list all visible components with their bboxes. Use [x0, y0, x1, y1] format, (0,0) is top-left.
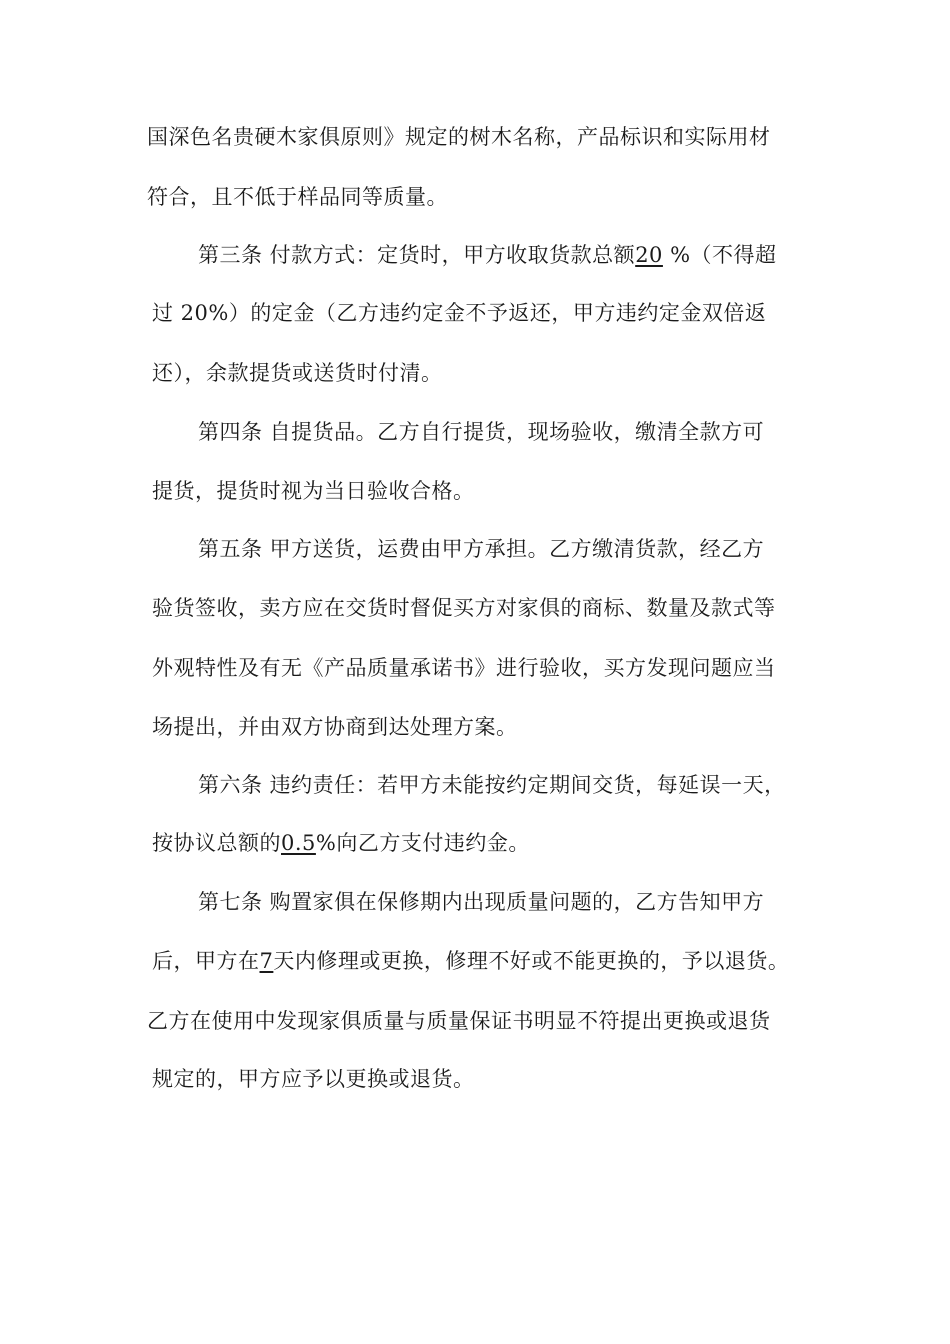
clause-4-line-1: 第四条 自提货品。乙方自行提货，现场验收，缴清全款方可	[198, 420, 765, 444]
clause-2-line-2: 符合，且不低于样品同等质量。	[147, 185, 448, 209]
clause-7-line-4: 规定的，甲方应予以更换或退货。	[152, 1067, 475, 1091]
clause-7-line-2: 后，甲方在7天内修理或更换，修理不好或不能更换的，予以退货。	[152, 949, 790, 973]
clause-5-line-3: 外观特性及有无《产品质量承诺书》进行验收，买方发现问题应当	[152, 656, 776, 680]
clause-2-line-1: 国深色名贵硬木家俱原则》规定的树木名称，产品标识和实际用材	[147, 125, 771, 149]
penalty-rate-value: 0.5	[281, 831, 316, 855]
clause-5-line-2: 验货签收，卖方应在交货时督促买方对家俱的商标、数量及款式等	[152, 596, 776, 620]
clause-5-line-1: 第五条 甲方送货，运费由甲方承担。乙方缴清货款，经乙方	[198, 537, 765, 561]
clause-3-line-3: 还），余款提货或送货时付清。	[152, 361, 443, 385]
clause-7-line-3: 乙方在使用中发现家俱质量与质量保证书明显不符提出更换或退货	[147, 1009, 771, 1033]
clause-6-line-2: 按协议总额的0.5%向乙方支付违约金。	[152, 831, 530, 855]
clause-6-line-1: 第六条 违约责任：若甲方未能按约定期间交货，每延误一天，	[198, 773, 786, 797]
clause-4-line-2: 提货，提货时视为当日验收合格。	[152, 479, 475, 503]
clause-3-line-1: 第三条 付款方式：定货时，甲方收取货款总额20 %（不得超	[198, 243, 777, 267]
clause-3-line-2: 过 20%）的定金（乙方违约定金不予返还，甲方违约定金双倍返	[152, 301, 767, 325]
repair-days-value: 7	[259, 949, 274, 973]
deposit-percent-value: 20	[635, 243, 663, 267]
clause-5-line-4: 场提出，并由双方协商到达处理方案。	[152, 715, 518, 739]
clause-7-line-1: 第七条 购置家俱在保修期内出现质量问题的，乙方告知甲方	[198, 890, 765, 914]
